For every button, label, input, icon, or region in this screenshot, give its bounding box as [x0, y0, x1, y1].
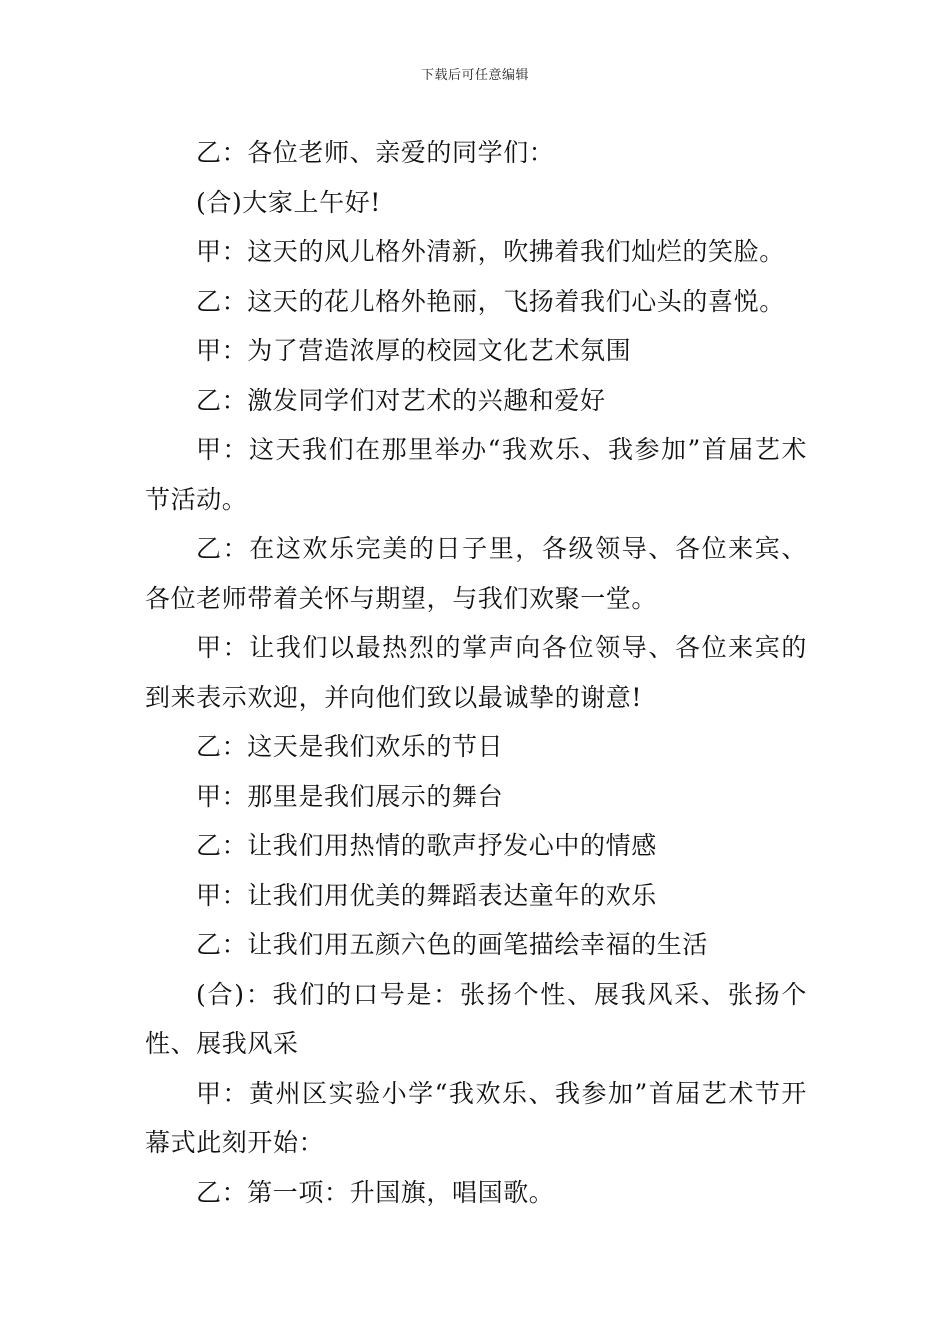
paragraph: 乙：激发同学们对艺术的兴趣和爱好 — [196, 385, 606, 415]
paragraph: (合)大家上午好! — [196, 187, 381, 217]
paragraph: (合)：我们的口号是：张扬个性、展我风采、张扬个性、展我风采 — [145, 979, 807, 1058]
paragraph: 乙：这天的花儿格外艳丽，飞扬着我们心头的喜悦。 — [196, 286, 785, 316]
paragraph: 乙：第一项：升国旗，唱国歌。 — [196, 1177, 555, 1207]
paragraph: 乙：在这欢乐完美的日子里，各级领导、各位来宾、各位老师带着关怀与期望，与我们欢聚一堂。 — [145, 534, 807, 613]
paragraph: 乙：各位老师、亲爱的同学们： — [196, 138, 555, 167]
paragraph: 乙：让我们用热情的歌声抒发心中的情感 — [196, 831, 657, 860]
paragraph: 甲：这天我们在那里举办“我欢乐、我参加”首届艺术节活动。 — [145, 435, 807, 514]
document-body — [145, 128, 807, 1217]
paragraph: 甲：为了营造浓厚的校园文化艺术氛围 — [196, 336, 632, 365]
paragraph: 乙：这天是我们欢乐的节日 — [196, 732, 504, 761]
paragraph: 乙：让我们用五颜六色的画笔描绘幸福的生活 — [196, 930, 709, 959]
paragraph: 甲：这天的风儿格外清新，吹拂着我们灿烂的笑脸。 — [196, 237, 785, 266]
paragraph: 甲：让我们用优美的舞蹈表达童年的欢乐 — [196, 880, 657, 910]
paragraph: 甲：黄州区实验小学“我欢乐、我参加”首届艺术节开幕式此刻开始： — [145, 1078, 807, 1157]
paragraph: 甲：那里是我们展示的舞台 — [196, 781, 504, 811]
page-header: 下载后可任意编辑 — [420, 68, 529, 83]
paragraph: 甲：让我们以最热烈的掌声向各位领导、各位来宾的到来表示欢迎，并向他们致以最诚挚的谢意! — [145, 633, 807, 712]
